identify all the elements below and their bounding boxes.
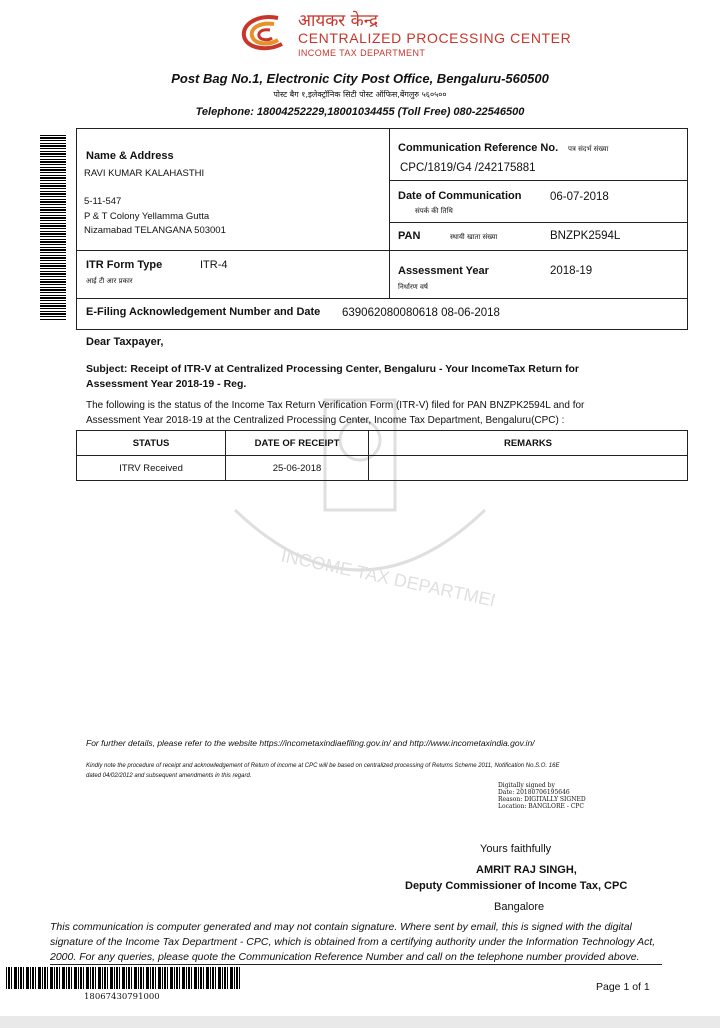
signatory-name: AMRIT RAJ SINGH,: [476, 864, 577, 876]
closing-text: Yours faithfully: [480, 843, 552, 855]
cpc-logo: [238, 8, 572, 60]
comm-ref-label-hindi: पत्र संदर्भ संख्या: [568, 145, 609, 153]
details-row-line-2: [389, 222, 688, 223]
assessment-year-label-hindi: निर्धारण वर्ष: [398, 283, 428, 291]
date-of-communication-label: Date of Communication: [398, 190, 522, 202]
table-cell-remarks: [369, 456, 688, 481]
telephone-line: Telephone: 18004252229,18001034455 (Toll Free) 080-22546500: [195, 106, 525, 118]
income-tax-emblem-watermark: [225, 380, 495, 610]
table-header-remarks: REMARKS: [369, 431, 688, 456]
date-of-communication-value: 06-07-2018: [550, 191, 609, 203]
digital-sig-line-4: Location: BANGLORE - CPC: [498, 803, 584, 810]
details-row-line-4: [76, 298, 688, 299]
itr-form-value: ITR-4: [200, 259, 228, 271]
postal-address: Post Bag No.1, Electronic City Post Office, Bengaluru-560500: [171, 71, 549, 86]
details-row-line-3: [76, 250, 688, 251]
org-subtitle: INCOME TAX DEPARTMENT: [298, 48, 426, 58]
body-line-1: The following is the status of the Income Tax Return Verification Form (ITR-V) filed for PAN BNZPK2594L and for: [86, 400, 585, 411]
disclaimer-line-2: signature of the Income Tax Department - CPC, which is obtained from a certifying authority under the Information Technology Act,: [50, 936, 656, 948]
note-line-2: dated 04/02/2012 and subsequent amendments in this regard.: [86, 773, 252, 779]
barcode-number: 18067430791000: [84, 992, 160, 1002]
table-cell-status: ITRV Received: [77, 456, 226, 481]
table-header-row: [77, 431, 688, 456]
efiling-ack-value: 639062080080618 08-06-2018: [342, 307, 500, 319]
assessment-year-value: 2018-19: [550, 265, 593, 277]
table-header-status: STATUS: [77, 431, 226, 456]
page-number: Page 1 of 1: [596, 981, 650, 993]
table-row: [77, 456, 688, 481]
details-divider: [389, 128, 390, 298]
pan-value: BNZPK2594L: [550, 230, 621, 242]
details-row-line-1: [389, 180, 688, 181]
subject-line-2: Assessment Year 2018-19 - Reg.: [86, 378, 247, 390]
digital-sig-line-2: Date: 20180706195646: [498, 789, 570, 796]
salutation: Dear Taxpayer,: [86, 336, 164, 348]
itr-form-label: ITR Form Type: [86, 259, 163, 271]
footer-divider: [50, 964, 662, 965]
signatory-designation: Deputy Commissioner of Income Tax, CPC: [405, 880, 628, 892]
disclaimer-line-1: This communication is computer generated and may not contain signature. Where sent by email, this is signed with the digital: [50, 921, 632, 933]
watermark-text: INCOME TAX DEPARTMENT: [279, 545, 495, 610]
address-line-3: Nizamabad TELANGANA 503001: [84, 225, 226, 236]
cpc-swirl-icon: [238, 12, 292, 54]
comm-ref-label: Communication Reference No.: [398, 142, 559, 154]
efiling-ack-label: E-Filing Acknowledgement Number and Date: [86, 306, 321, 318]
date-of-communication-label-hindi: संपर्क की तिथि: [415, 207, 453, 215]
name-address-label: Name & Address: [86, 150, 174, 162]
pan-label: PAN: [398, 230, 421, 242]
digital-signature-block: [498, 782, 586, 810]
pan-label-hindi: स्थायी खाता संख्या: [450, 233, 498, 241]
address-line-2: P & T Colony Yellamma Gutta: [84, 211, 210, 222]
digital-sig-line-1: Digitally signed by: [498, 782, 555, 789]
table-cell-date: 25-06-2018: [226, 456, 369, 481]
org-hindi-name: आयकर केन्द्र: [298, 11, 378, 31]
assessment-year-label: Assessment Year: [398, 265, 489, 277]
subject-line-1: Subject: Receipt of ITR-V at Centralized Processing Center, Bengaluru - Your IncomeTax Return for: [86, 363, 580, 375]
postal-address-hindi: पोस्ट बैग १,इलेक्ट्रॉनिक सिटी पोस्ट ऑफिस,बेंगलुरु ५६०५००: [273, 90, 447, 99]
digital-sig-line-3: Reason: DIGITALLY SIGNED: [498, 796, 586, 803]
vertical-barcode: [40, 135, 66, 320]
itr-form-label-hindi: आई टी आर प्रकार: [86, 277, 133, 285]
bottom-edge-strip: [0, 1016, 720, 1028]
address-line-1: 5-11-547: [84, 196, 122, 207]
further-details-text: For further details, please refer to the website https://incometaxindiaefiling.gov.in/ and http://www.incometaxindia.gov.in/: [86, 738, 535, 748]
status-table: [76, 430, 688, 481]
horizontal-barcode: [6, 967, 242, 989]
body-line-2: Assessment Year 2018-19 at the Centralized Processing Center, Income Tax Department, Bengaluru(CPC) :: [86, 415, 565, 426]
note-line-1: Kindly note the procedure of receipt and acknowledgement of Return of income at CPC will be based on centralized processing of Returns Scheme 2011, Notification No.S.O. 16E: [86, 763, 560, 769]
table-header-date: DATE OF RECEIPT: [226, 431, 369, 456]
comm-ref-value: CPC/1819/G4 /242175881: [400, 162, 536, 174]
disclaimer-line-3: 2000. For any queries, please quote the Communication Reference Number and call on the telephone number provided above.: [50, 951, 640, 963]
taxpayer-name: RAVI KUMAR KALAHASTHI: [84, 168, 205, 179]
org-name: CENTRALIZED PROCESSING CENTER: [298, 30, 572, 46]
emblem-icon: [225, 380, 495, 610]
signatory-place: Bangalore: [494, 901, 545, 913]
